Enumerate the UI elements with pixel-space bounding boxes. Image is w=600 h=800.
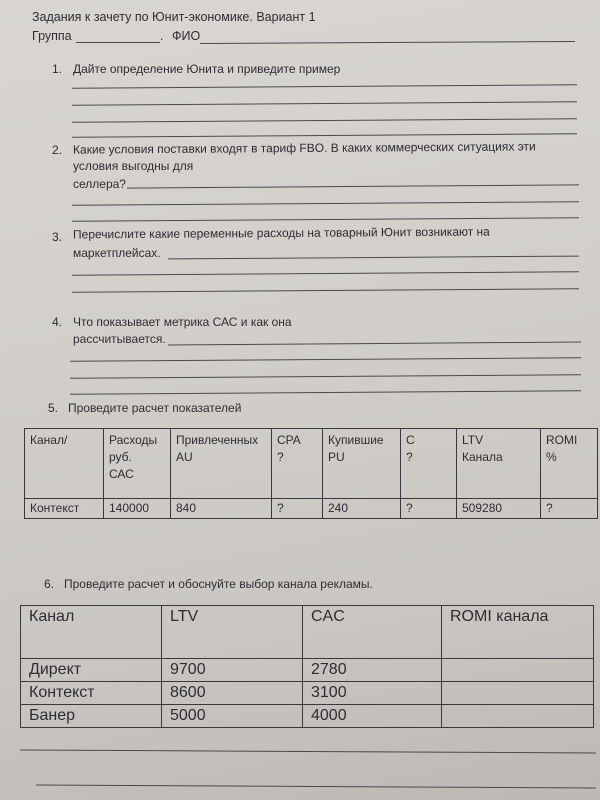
table-cell: 240 bbox=[323, 499, 401, 519]
question-4-text-line1: Что показывает метрика САС и как она bbox=[73, 315, 292, 329]
answer-line[interactable] bbox=[70, 390, 581, 395]
group-label: Группа bbox=[32, 29, 72, 43]
page-title: Задания к зачету по Юнит-экономике. Вариант 1 bbox=[32, 10, 316, 24]
table-header-cell: CAC bbox=[303, 606, 442, 659]
answer-line[interactable] bbox=[72, 118, 577, 123]
question-1-text: Дайте определение Юнита и приведите пример bbox=[73, 62, 341, 76]
question-2-text-line1: Какие условия поставки входят в тариф FBO. В каких коммерческих ситуациях эти bbox=[72, 139, 536, 157]
table-header-cell: ROMI % bbox=[541, 429, 598, 499]
answer-line[interactable] bbox=[168, 256, 579, 260]
table-cell: Контекст bbox=[25, 499, 104, 519]
answer-line[interactable] bbox=[72, 201, 579, 206]
table-cell: 509280 bbox=[457, 499, 541, 519]
table-row bbox=[21, 682, 594, 705]
table-header-cell: Канал bbox=[21, 606, 162, 659]
table-header-cell: LTV bbox=[162, 606, 303, 659]
question-3-text-line1: Перечислите какие переменные расходы на товарный Юнит возникают на bbox=[72, 224, 490, 242]
question-1-number: 1. bbox=[52, 62, 63, 76]
question-5-number: 5. bbox=[48, 401, 59, 415]
question-6-number: 6. bbox=[44, 577, 55, 591]
answer-line[interactable] bbox=[72, 133, 577, 138]
table-cell: 2780 bbox=[303, 659, 442, 682]
table-header-row bbox=[25, 429, 598, 499]
table-header-cell: Канал/ bbox=[25, 429, 104, 499]
table-header-row bbox=[21, 606, 594, 659]
table-cell: Банер bbox=[21, 705, 162, 728]
table-header-cell: C ? bbox=[401, 429, 457, 499]
table-row bbox=[21, 659, 594, 682]
answer-line[interactable] bbox=[20, 749, 596, 753]
indicators-table bbox=[24, 428, 598, 519]
answer-line[interactable] bbox=[72, 217, 579, 222]
answer-line[interactable] bbox=[70, 357, 581, 362]
table-cell: Контекст bbox=[21, 682, 162, 705]
answer-line[interactable] bbox=[72, 288, 579, 293]
answer-line[interactable] bbox=[72, 271, 579, 276]
table-cell: 9700 bbox=[162, 659, 303, 682]
group-answer-line[interactable] bbox=[76, 42, 160, 43]
table-header-cell: CPA ? bbox=[272, 429, 323, 499]
question-2-number: 2. bbox=[52, 143, 63, 157]
table-cell: 840 bbox=[171, 499, 272, 519]
channel-table bbox=[20, 605, 594, 728]
table-header-cell: LTV Канала bbox=[457, 429, 541, 499]
table-cell[interactable] bbox=[442, 659, 594, 682]
question-3-text-line2: маркетплейсах. bbox=[73, 246, 161, 260]
table-header-cell: ROMI канала bbox=[442, 606, 594, 659]
answer-line[interactable] bbox=[168, 342, 581, 346]
question-2-text-line3: селлера? bbox=[73, 177, 126, 191]
table-cell: Директ bbox=[21, 659, 162, 682]
table-cell[interactable]: ? bbox=[541, 499, 598, 519]
table-cell: 3100 bbox=[303, 682, 442, 705]
table-cell[interactable] bbox=[442, 705, 594, 728]
table-cell: 140000 bbox=[104, 499, 171, 519]
table-row bbox=[21, 705, 594, 728]
table-row bbox=[25, 499, 598, 519]
table-cell: 5000 bbox=[162, 705, 303, 728]
question-4-number: 4. bbox=[52, 315, 63, 329]
fio-answer-line[interactable] bbox=[200, 41, 575, 44]
fio-label: ФИО bbox=[172, 29, 201, 43]
table-cell: 8600 bbox=[162, 682, 303, 705]
answer-line[interactable] bbox=[72, 84, 577, 89]
answer-line[interactable] bbox=[72, 101, 577, 106]
table-header-cell: Расходы руб. САС bbox=[104, 429, 171, 499]
question-5-text: Проведите расчет показателей bbox=[68, 401, 242, 415]
answer-line[interactable] bbox=[127, 184, 579, 188]
table-cell[interactable] bbox=[442, 682, 594, 705]
table-cell[interactable]: ? bbox=[401, 499, 457, 519]
question-3-number: 3. bbox=[52, 230, 63, 244]
table-cell: 4000 bbox=[303, 705, 442, 728]
answer-line[interactable] bbox=[36, 785, 596, 789]
table-cell[interactable]: ? bbox=[272, 499, 323, 519]
table-header-cell: Привлеченных AU bbox=[171, 429, 272, 499]
answer-line[interactable] bbox=[70, 374, 581, 379]
question-6-text: Проведите расчет и обоснуйте выбор канала рекламы. bbox=[64, 577, 373, 591]
worksheet-page: Задания к зачету по Юнит-экономике. Вариант 1 Группа . ФИО 1. Дайте определение Юнита и приведите пример 2. Какие условия поставки входят в тариф FBO. В каких коммерческих ситуациях эти условия выгодны для селлера? 3. Перечислите какие переменные расходы на товарный Юнит возникают на маркетплейсах. 4. Что показывает метрика САС и как она рассчитывается. 5. Проведите расчет показателей Канал/ Расходы руб. САС Привлеченных AU CPA ? Купившие PU C ? LTV Канала ROMI % Контекст 140000 840 ? 240 ? 509280 ? 6. Проведите расчет и обоснуйте выбор канала рекламы. Канал LTV CAC ROMI канала Директ 9700 2780 Контекст 8600 3100 Банер 5000 4000 bbox=[0, 0, 600, 800]
question-4-text-line2: рассчитывается. bbox=[73, 332, 166, 346]
table-header-cell: Купившие PU bbox=[323, 429, 401, 499]
question-2-text-line2: условия выгодны для bbox=[73, 159, 194, 173]
